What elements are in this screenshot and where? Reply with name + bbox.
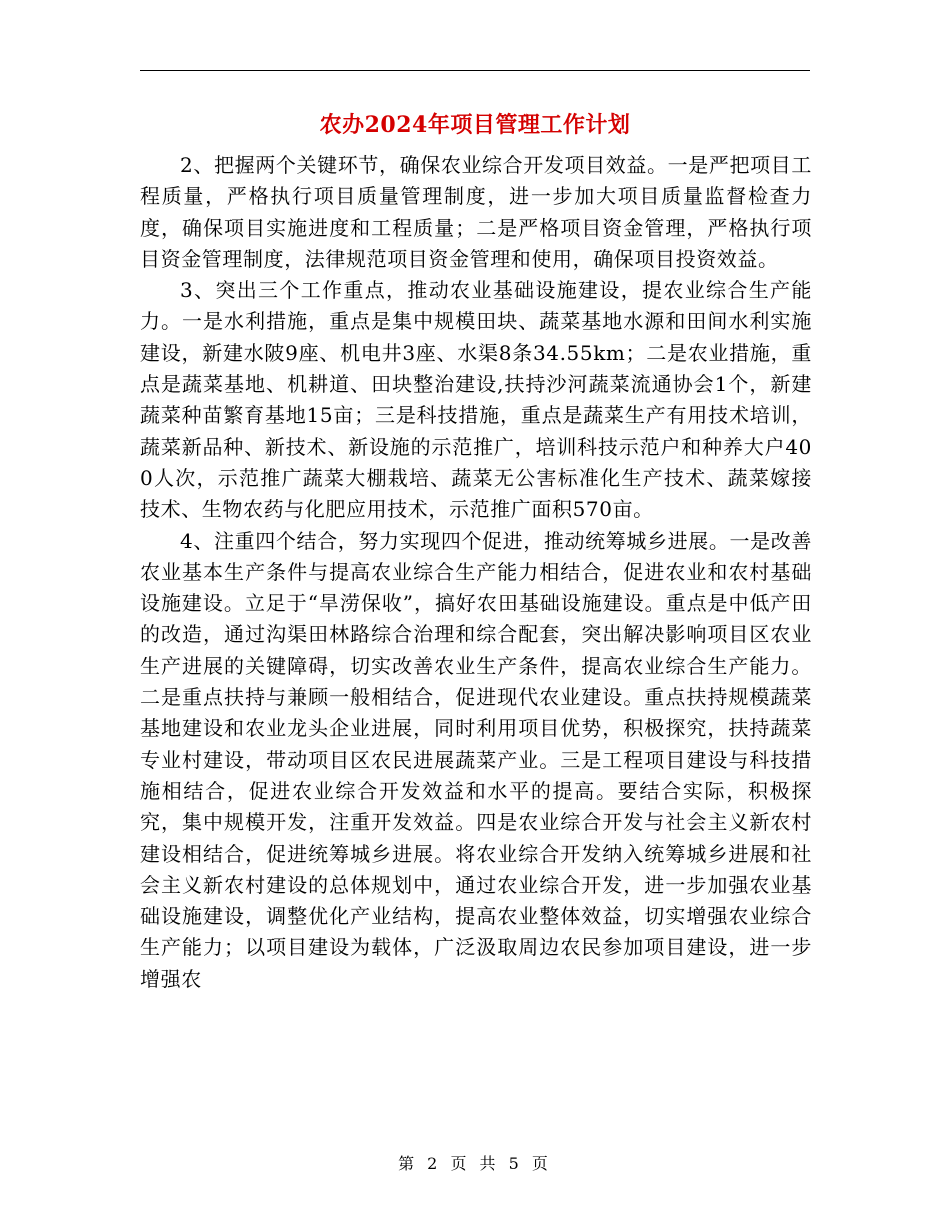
page-number-footer: 第 2 页 共 5 页 bbox=[398, 1154, 552, 1173]
header-rule bbox=[140, 70, 810, 71]
paragraph-3: 3、突出三个工作重点，推动农业基础设施建设，提农业综合生产能力。一是水利措施，重点是集中规模田块、蔬菜基地水源和田间水利实施建设，新建水陂9座、机电井3座、水渠8条34.55km；二是农业措施，重点是蔬菜基地、机耕道、田块整治建设,扶持沙河蔬菜流通协会1个，新建蔬菜种苗繁育基地15亩；三是科技措施，重点是蔬菜生产有用技术培训，蔬菜新品种、新技术、新设施的示范推广，培训科技示范户和种养大户400人次，示范推广蔬菜大棚栽培、蔬菜无公害标准化生产技术、蔬菜嫁接技术、生物农药与化肥应用技术，示范推广面积570亩。 bbox=[140, 278, 812, 522]
paragraph-2: 2、把握两个关键环节，确保农业综合开发项目效益。一是严把项目工程质量，严格执行项目质量管理制度，进一步加大项目质量监督检查力度，确保项目实施进度和工程质量；二是严格项目资金管理，严格执行项目资金管理制度，法律规范项目资金管理和使用，确保项目投资效益。 bbox=[140, 153, 812, 271]
document-title: 农办2024年项目管理工作计划 bbox=[319, 112, 631, 138]
document-body bbox=[140, 150, 812, 995]
paragraph-4: 4、注重四个结合，努力实现四个促进，推动统筹城乡进展。一是改善农业基本生产条件与提高农业综合生产能力相结合，促进农业和农村基础设施建设。立足于“旱涝保收”，搞好农田基础设施建设。重点是中低产田的改造，通过沟渠田林路综合治理和综合配套，突出解决影响项目区农业生产进展的关键障碍，切实改善农业生产条件，提高农业综合生产能力。二是重点扶持与兼顾一般相结合，促进现代农业建设。重点扶持规模蔬菜基地建设和农业龙头企业进展，同时利用项目优势，积极探究，扶持蔬菜专业村建设，带动项目区农民进展蔬菜产业。三是工程项目建设与科技措施相结合，促进农业综合开发效益和水平的提高。要结合实际，积极探究，集中规模开发，注重开发效益。四是农业综合开发与社会主义新农村建设相结合，促进统筹城乡进展。将农业综合开发纳入统筹城乡进展和社会主义新农村建设的总体规划中，通过农业综合开发，进一步加强农业基础设施建设，调整优化产业结构，提高农业整体效益，切实增强农业综合生产能力；以项目建设为载体，广泛汲取周边农民参加项目建设，进一步增强农 bbox=[140, 528, 812, 991]
